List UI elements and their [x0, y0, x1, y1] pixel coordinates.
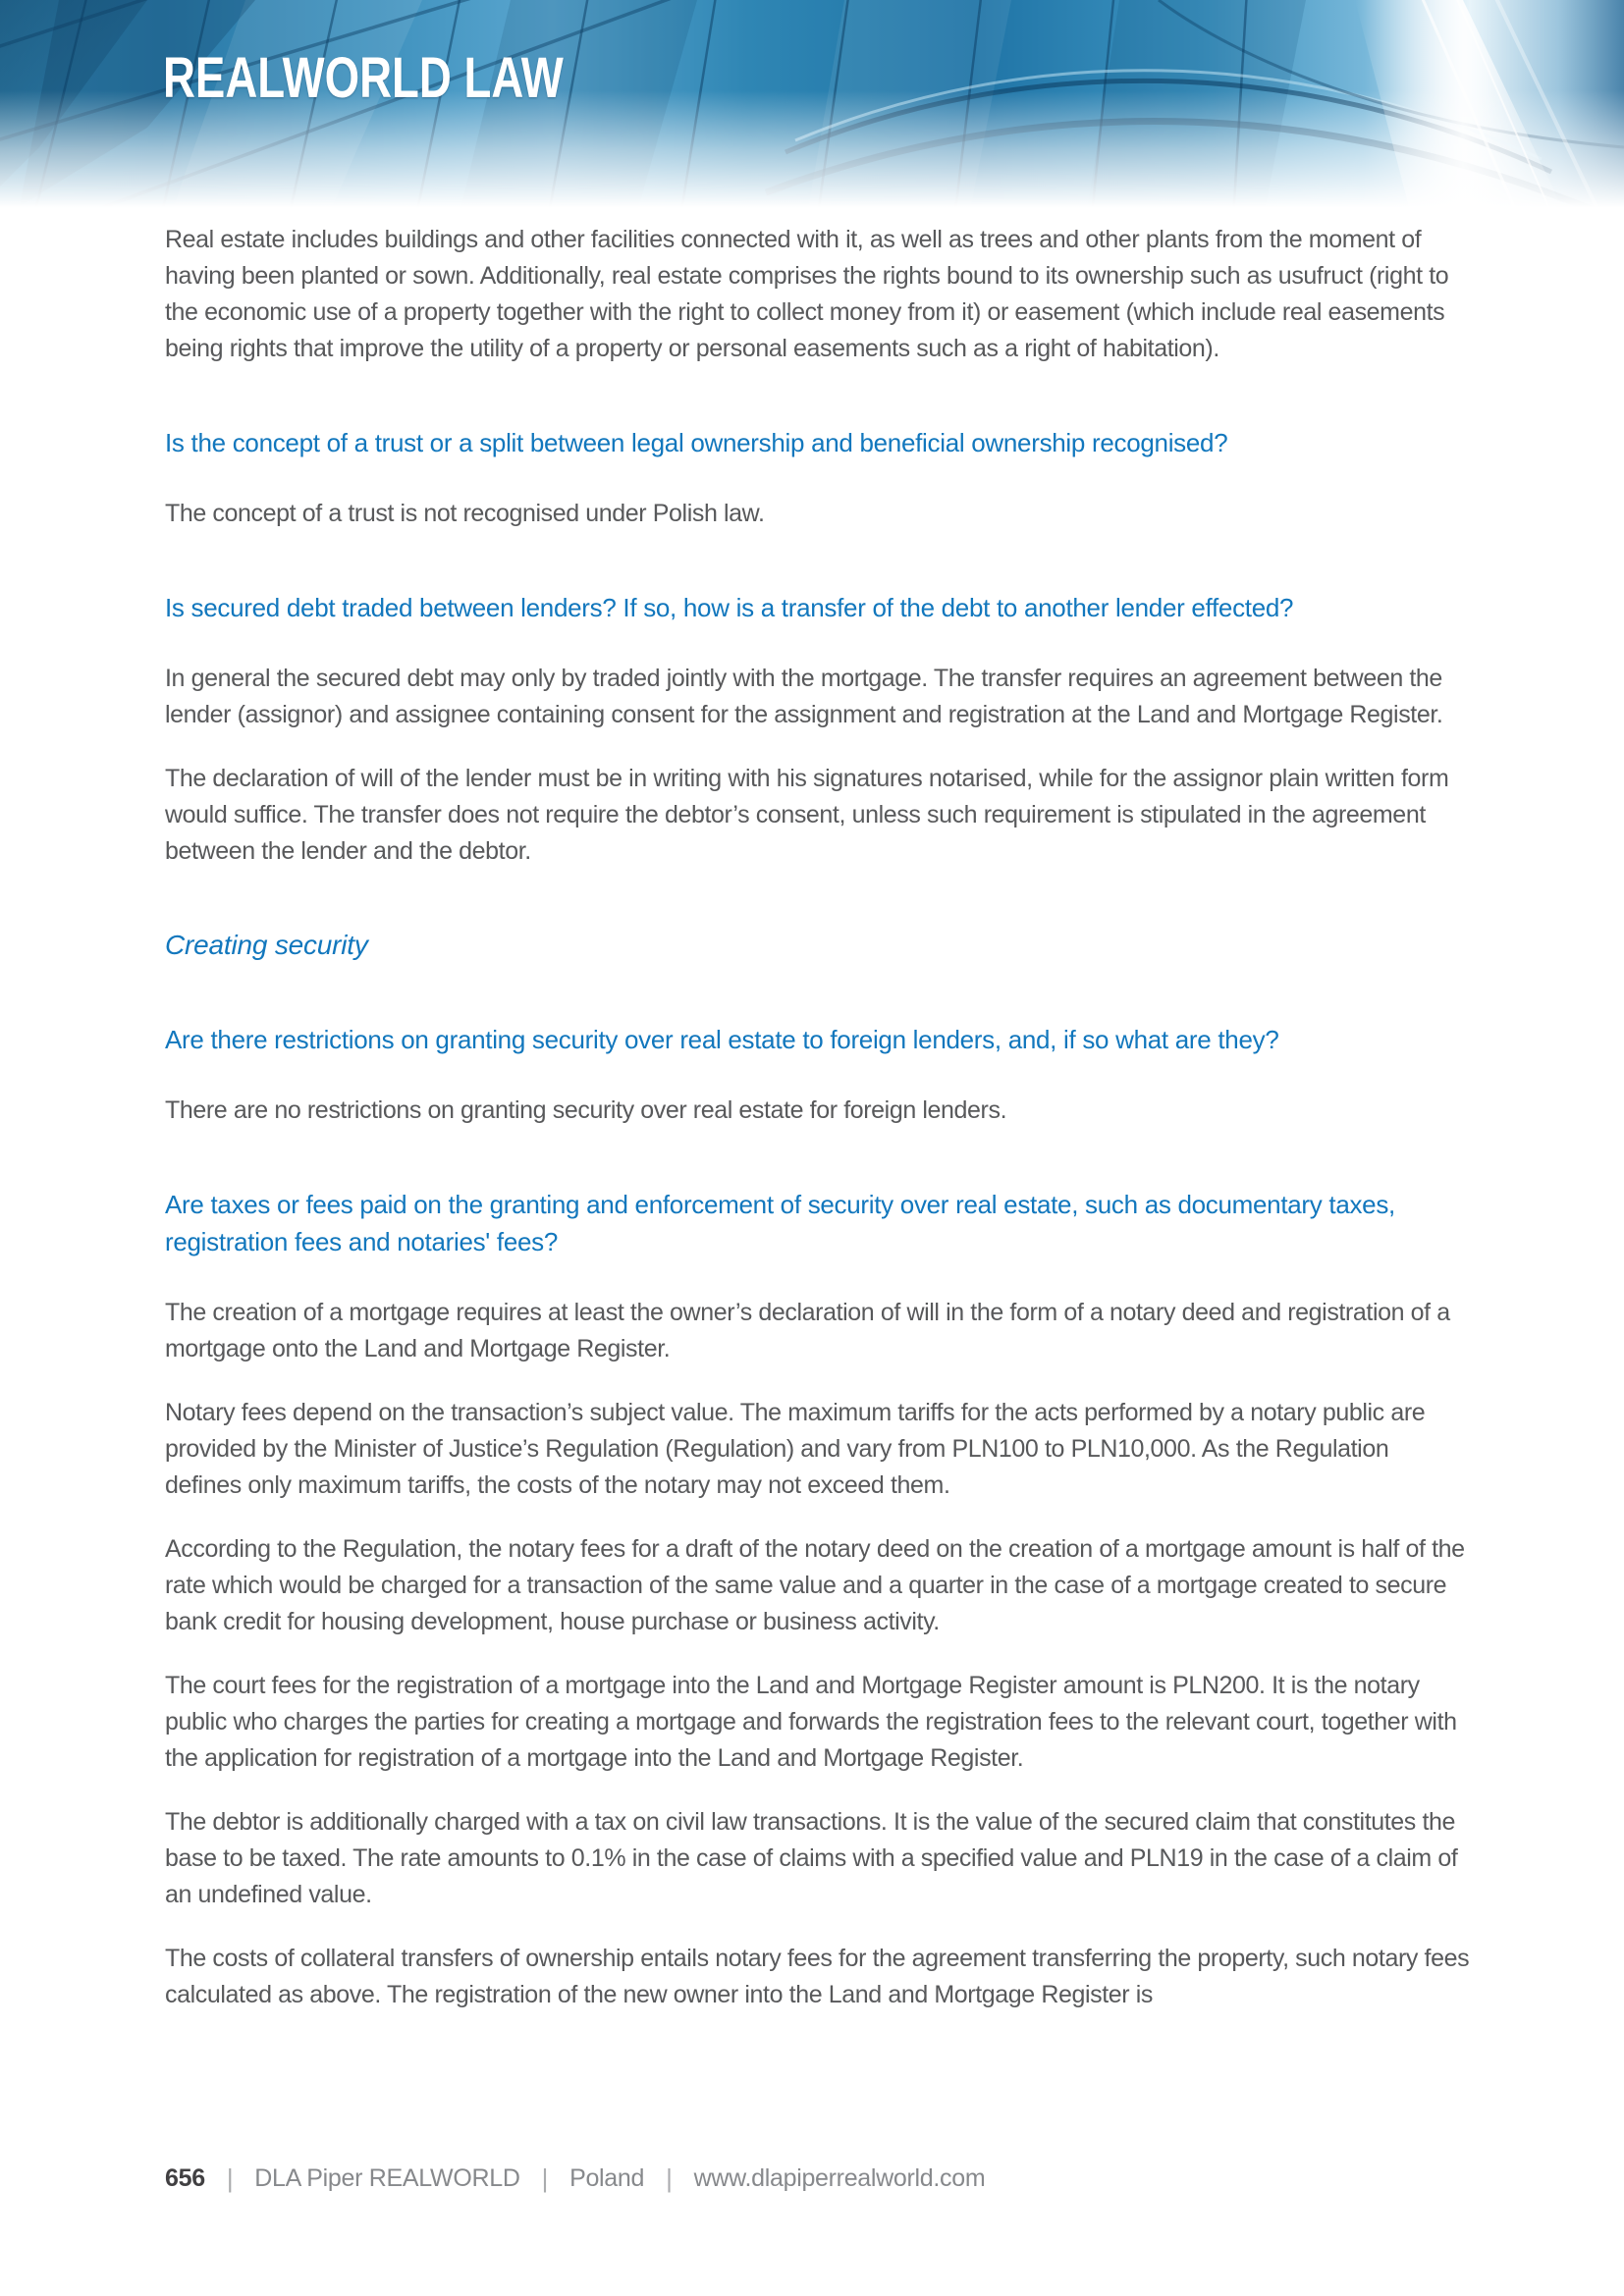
header-banner	[0, 0, 1624, 226]
footer-separator: |	[666, 2163, 673, 2193]
footer-website-url: www.dlapiperrealworld.com	[693, 2164, 986, 2192]
footer-country-name: Poland	[569, 2164, 645, 2192]
body-paragraph: There are no restrictions on granting security over real estate for foreign lenders.	[165, 1096, 1007, 1124]
body-paragraph: The costs of collateral transfers of ownership entails notary fees for the agreement transferring the property, such notary fees calculated as above. The registration of the new owner into the Land and Mortgage Register is	[165, 1945, 1470, 2008]
body-paragraph: In general the secured debt may only by traded jointly with the mortgage. The transfer requires an agreement between the lender (assignor) and assignee containing consent for the assignment and registration at the Land and Mortgage Register.	[165, 665, 1443, 728]
question-heading: Is secured debt traded between lenders? If so, how is a transfer of the debt to another lender effected?	[165, 593, 1294, 622]
body-paragraph: Notary fees depend on the transaction’s subject value. The maximum tariffs for the acts performed by a notary public are provided by the Minister of Justice’s Regulation (Regulation) and vary from PLN100 to PLN10,000. As the Regulation defines only maximum tariffs, the costs of the notary may not exceed them.	[165, 1399, 1426, 1499]
body-paragraph: The concept of a trust is not recognised under Polish law.	[165, 500, 765, 527]
question-heading: Are there restrictions on granting security over real estate to foreign lenders, and, if so what are they?	[165, 1025, 1279, 1054]
glass-building-graphic	[0, 0, 1624, 226]
document-body	[165, 222, 1471, 2041]
body-paragraph: The court fees for the registration of a mortgage into the Land and Mortgage Register amount is PLN200. It is the notary public who charges the parties for creating a mortgage and forwards the registration fees to the relevant court, together with the application for registration of a mortgage into the Land and Mortgage Register.	[165, 1672, 1457, 1772]
body-paragraph: The declaration of will of the lender must be in writing with his signatures notarised, while for the assignor plain written form would suffice. The transfer does not require the debtor’s consent, unless such requirement is stipulated in the agreement between the lender and the debtor.	[165, 765, 1449, 865]
brand-title: REALWORLD LAW	[163, 46, 564, 111]
body-paragraph: Real estate includes buildings and other facilities connected with it, as well as trees and other plants from the moment of having been planted or sown. Additionally, real estate comprises the rights bound to its ownership such as usufruct (right to the economic use of a property together with the right to collect money from it) or easement (which include real easements being rights that improve the utility of a property or personal easements such as a right of habitation).	[165, 226, 1449, 362]
question-heading: Is the concept of a trust or a split between legal ownership and beneficial ownership recognised?	[165, 428, 1228, 457]
footer-publication-name: DLA Piper REALWORLD	[254, 2164, 520, 2192]
body-paragraph: According to the Regulation, the notary fees for a draft of the notary deed on the creation of a mortgage amount is half of the rate which would be charged for a transaction of the same value and a quarter in the case of a mortgage created to secure bank credit for housing development, house purchase or business activity.	[165, 1535, 1465, 1635]
footer-separator: |	[541, 2163, 549, 2193]
page-number: 656	[165, 2164, 205, 2192]
footer-separator: |	[226, 2163, 234, 2193]
body-paragraph: The debtor is additionally charged with a tax on civil law transactions. It is the value of the secured claim that constitutes the base to be taxed. The rate amounts to 0.1% in the case of claims with a specified value and PLN19 in the case of a claim of an undefined value.	[165, 1808, 1458, 1908]
section-subheading: Creating security	[165, 930, 368, 960]
body-paragraph: The creation of a mortgage requires at least the owner’s declaration of will in the form of a notary deed and registration of a mortgage onto the Land and Mortgage Register.	[165, 1299, 1450, 1362]
page-footer	[165, 2163, 985, 2194]
question-heading: Are taxes or fees paid on the granting and enforcement of security over real estate, such as documentary taxes, registration fees and notaries' fees?	[165, 1190, 1395, 1256]
